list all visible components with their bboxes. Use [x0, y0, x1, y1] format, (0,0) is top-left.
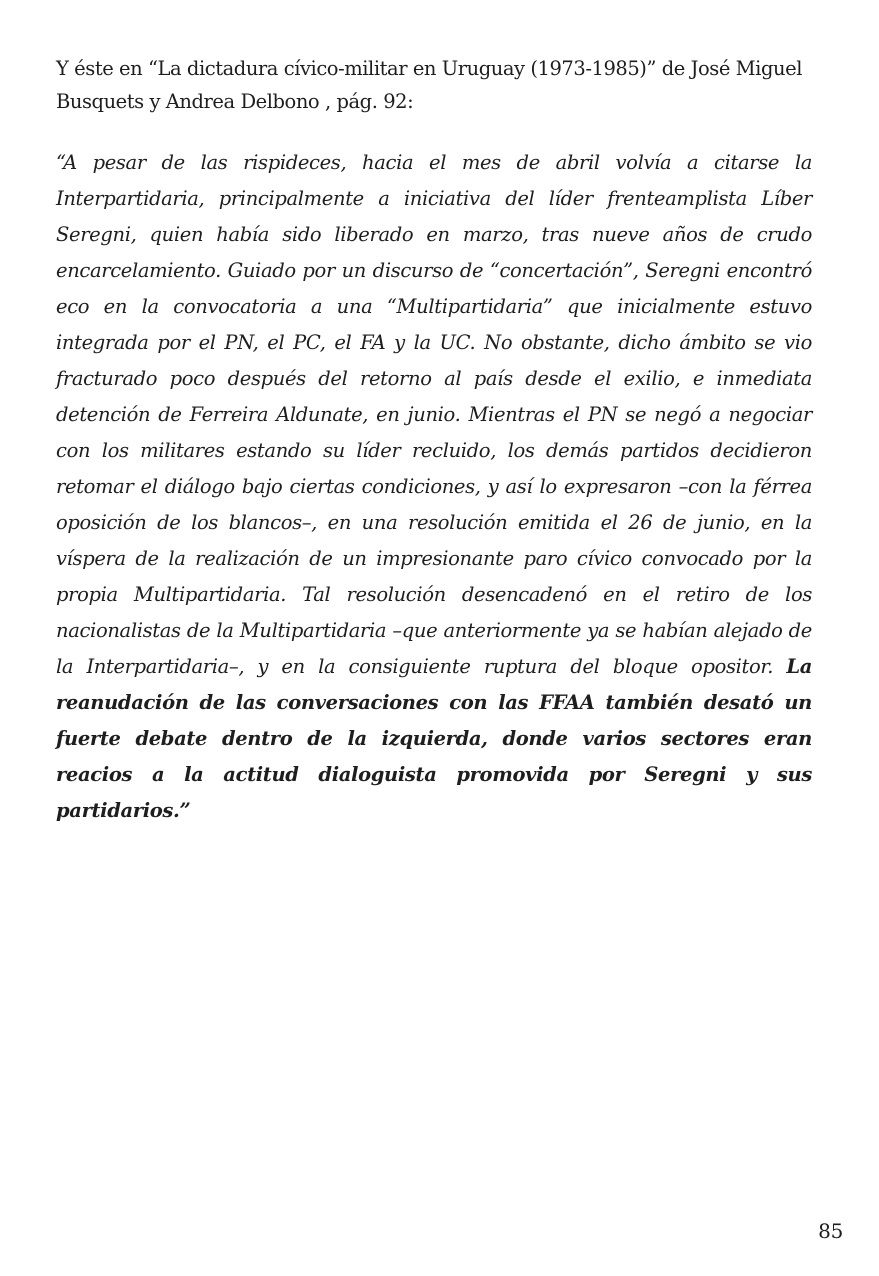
quote-bold-text: La reanudación de las conversaciones con las FFAA también desató un fuerte debate dentro de la izquierda, donde varios sectores eran reacios a la actitud dialoguista promovida por Seregni y sus partidarios.”	[56, 655, 812, 822]
page-content	[56, 52, 812, 829]
quote-paragraph	[56, 145, 812, 829]
quote-text: “A pesar de las rispideces, hacia el mes de abril volvía a citarse la Interpartidaria, principalmente a iniciativa del líder frenteamplista Líber Seregni, quien había sido liberado en marzo, tras nueve años de crudo encarcelamiento. Guiado por un discurso de “concertación”, Seregni encontró eco en la convocatoria a una “Multipartidaria” que inicialmente estuvo integrada por el PN, el PC, el FA y la UC. No obstante, dicho ámbito se vio fracturado poco después del retorno al país desde el exilio, e inmediata detención de Ferreira Aldunate, en junio. Mientras el PN se negó a negociar con los militares estando su líder recluido, los demás partidos decidieron retomar el diálogo bajo ciertas condiciones, y así lo expresaron –con la férrea oposición de los blancos–, en una resolución emitida el 26 de junio, en la víspera de la realización de un impresionante paro cívico convocado por la propia Multipartidaria. Tal resolución desencadenó en el retiro de los nacionalistas de la Multipartidaria –que anteriormente ya se habían alejado de la Interpartidaria–, y en la consiguiente ruptura del bloque opositor.	[56, 151, 812, 678]
intro-paragraph: Y éste en “La dictadura cívico-militar en Uruguay (1973-1985)” de José Miguel Busquets y Andrea Delbono , pág. 92:	[56, 57, 802, 113]
page-number: 85	[818, 1219, 843, 1243]
